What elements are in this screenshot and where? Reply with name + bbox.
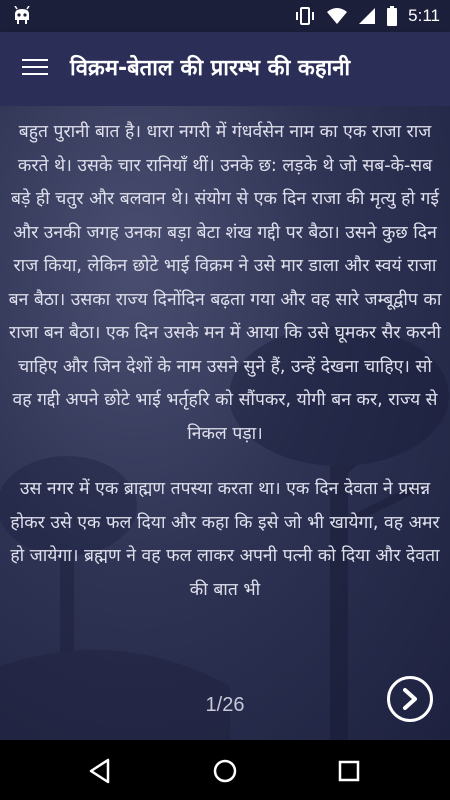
story-text	[6, 116, 444, 629]
battery-icon	[386, 6, 398, 26]
story-paragraph-2: उस नगर में एक ब्राह्मण तपस्या करता था। एक दिन देवता ने प्रसन्न होकर उसे एक फल दिया और कहा कि इसे जो भी खायेगा, वह अमर हो जायेगा। ब्रह्मण ने वह फल लाकर अपनी पत्नी को दिया और देवता की बात भी	[10, 479, 440, 600]
hamburger-menu-icon[interactable]	[20, 54, 50, 84]
back-triangle-icon[interactable]	[86, 756, 116, 786]
recents-square-icon[interactable]	[334, 756, 364, 786]
app-bar	[0, 32, 450, 106]
android-debug-icon	[12, 6, 32, 26]
navigation-bar	[0, 740, 450, 800]
status-time: 5:11	[408, 6, 440, 25]
chevron-right-icon	[400, 688, 420, 710]
story-paragraph-1: बहुत पुरानी बात है। धारा नगरी में गंधर्वसेन नाम का एक राजा राज करते थे। उसके चार रानियाँ थीं। उनके छ: लड़के थे जो सब-के-सब बड़े ही चतुर और बलवान थे। संयोग से एक दिन राजा की मृत्यु हो गई और उनकी जगह उनका बड़ा बेटा शंख गद्दी पर बैठा। उसने कुछ दिन राज किया, लेकिन छोटे भाई विक्रम ने उसे मार डाला और स्वयं राजा बन बैठा। उसका राज्य दिनोंदिन बढ़ता गया और वह सारे जम्बूद्वीप का राजा बन बैठा। एक दिन उसके मन में आया कि उसे घूमकर सैर करनी चाहिए और जिन देशों के नाम उसने सुने हैं, उन्हें देखना चाहिए। सो वह गद्दी अपने छोटे भाई भर्तृहरि को सौंपकर, योगी बन कर, राज्य से निकल पड़ा।	[8, 122, 442, 444]
page-indicator: 1/26	[205, 694, 245, 716]
wifi-icon	[326, 7, 348, 25]
signal-icon	[358, 7, 376, 25]
next-page-button[interactable]	[387, 676, 433, 722]
vibrate-icon	[294, 7, 316, 25]
home-circle-icon[interactable]	[210, 756, 240, 786]
page-title: विक्रम-बेताल की प्रारम्भ की कहानी	[70, 56, 351, 81]
story-content[interactable]	[0, 106, 450, 740]
status-icons	[294, 0, 440, 32]
status-bar	[0, 0, 450, 32]
